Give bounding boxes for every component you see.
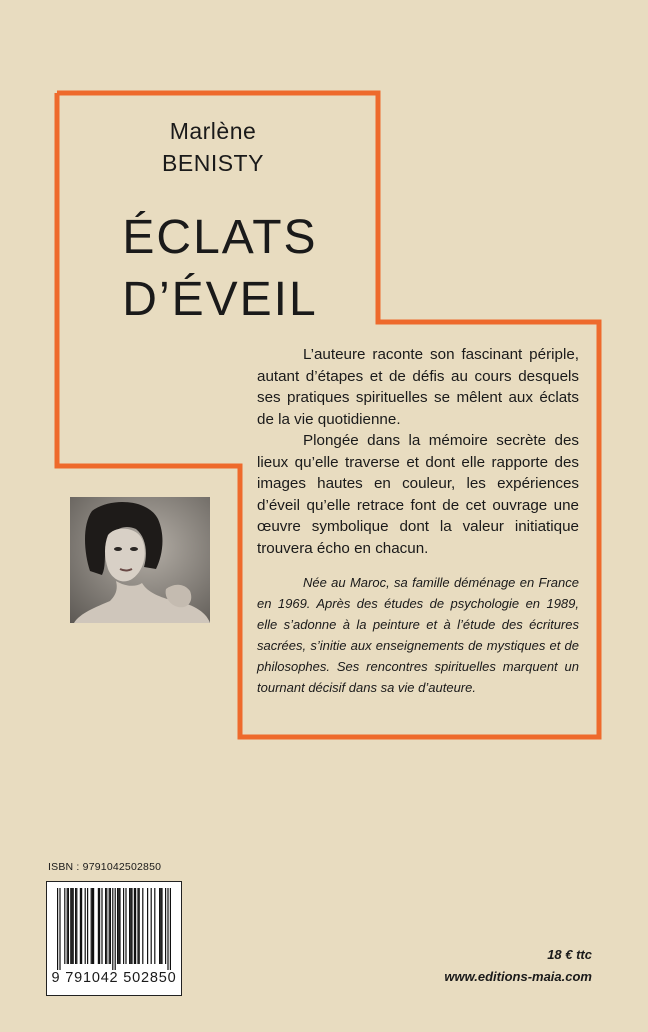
price: 18 € ttc bbox=[547, 947, 592, 962]
summary-paragraph-1: L’auteure raconte son fascinant périple, autant d’étapes et de défis au cours desquels ses pratiques spirituelles se mêlent aux éclats de la vie quotidienne. bbox=[257, 346, 579, 428]
author-last-name: BENISTY bbox=[162, 150, 264, 176]
publisher-website: www.editions-maia.com bbox=[444, 969, 592, 984]
author-portrait bbox=[70, 497, 210, 623]
isbn-label: ISBN : 9791042502850 bbox=[48, 861, 162, 873]
book-summary bbox=[257, 344, 579, 559]
barcode-bars bbox=[47, 882, 181, 970]
author-first-name: Marlène bbox=[169, 118, 257, 144]
author-biography bbox=[257, 572, 579, 698]
bio-text: Née au Maroc, sa famille déménage en France en 1969. Après des études de psychologie en 1989, elle s’adonne à la peinture et à l’étude des écritures sacrées, s’initie aux enseignements de mystiques et de philosophes. Ses rencontres spirituelles marquent un tournant décisif dans sa vie d’auteure. bbox=[257, 575, 579, 695]
book-title-line-2: D’ÉVEIL bbox=[122, 273, 318, 326]
book-title-line-1: ÉCLATS bbox=[122, 211, 318, 264]
barcode-digits: 9 791042 502850 bbox=[51, 970, 177, 986]
summary-paragraph-2: Plongée dans la mémoire secrète des lieux qu’elle traverse et dont elle rapporte des images hautes en couleur, les expériences d’éveil qu’elle retrace font de cet ouvrage une œuvre symbolique dont la valeur initiatique trouvera écho en chacun. bbox=[257, 432, 579, 557]
